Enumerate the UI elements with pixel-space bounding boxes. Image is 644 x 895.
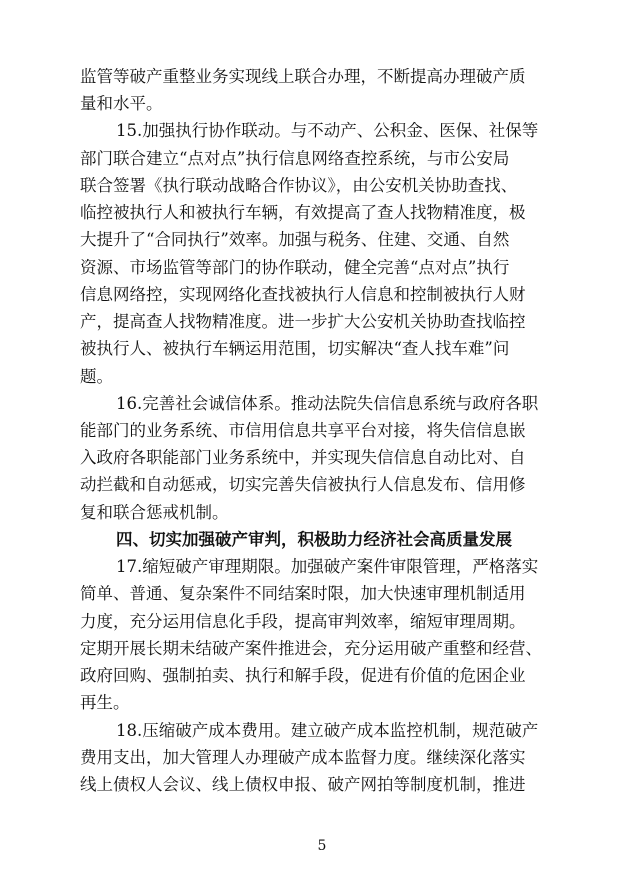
paragraph-heading-16: 16.完善社会诚信体系。推动法院失信信息系统与政府各职 — [116, 393, 539, 413]
page-number: 5 — [317, 838, 327, 854]
text-line: 部门联合建立“点对点”执行信息网络查控系统，与市公安局 — [80, 148, 510, 168]
text-line: 力度，充分运用信息化手段，提高审判效率，缩短审理周期。 — [80, 611, 526, 631]
paragraph-heading-18: 18.压缩破产成本费用。建立破产成本监控机制，规范破产 — [116, 720, 539, 740]
text-line: 产，提高查人找物精准度。进一步扩大公安机关协助查找临控 — [80, 312, 526, 332]
text-line: 再生。 — [80, 693, 130, 713]
text-line: 量和水平。 — [80, 94, 163, 114]
text-line: 联合签署《执行联动战略合作协议》，由公安机关协助查找、 — [80, 175, 518, 195]
text-line: 监管等破产重整业务实现线上联合办理，不断提高办理破产质 — [80, 67, 526, 86]
text-line: 临控被执行人和被执行车辆，有效提高了查人找物精准度，极 — [80, 203, 526, 223]
text-line: 简单、普通、复杂案件不同结案时限，加大快速审理机制适用 — [80, 584, 526, 604]
text-line: 线上债权人会议、线上债权申报、破产网拍等制度机制，推进 — [80, 775, 526, 794]
section-heading: 四、切实加强破产审判，积极助力经济社会高质量发展 — [116, 529, 512, 549]
text-line: 被执行人、被执行车辆运用范围，切实解决“查人找车难”问 — [80, 339, 510, 359]
text-line: 入政府各职能部门业务系统中，并实现失信信息自动比对、自 — [80, 448, 526, 468]
text-line: 资源、市场监管等部门的协作联动，健全完善“点对点”执行 — [80, 257, 510, 277]
text-line: 动拦截和自动惩戒，切实完善失信被执行人信息发布、信用修 — [80, 475, 526, 495]
text-line: 能部门的业务系统、市信用信息共享平台对接，将失信信息嵌 — [80, 421, 526, 440]
text-line: 大提升了“合同执行”效率。加强与税务、住建、交通、自然 — [80, 230, 510, 250]
paragraph-heading-17: 17.缩短破产审理期限。加强破产案件审限管理，严格落实 — [116, 557, 539, 577]
text-line: 复和联合惩戒机制。 — [80, 502, 229, 522]
text-line: 信息网络控，实现网络化查找被执行人信息和控制被执行人财 — [80, 284, 526, 304]
text-line: 政府回购、强制拍卖、执行和解手段，促进有价值的危困企业 — [80, 666, 526, 686]
text-line: 定期开展长期未结破产案件推进会，充分运用破产重整和经营、 — [80, 638, 542, 658]
text-line: 题。 — [80, 366, 113, 386]
paragraph-heading-15: 15.加强执行协作联动。与不动产、公积金、医保、社保等 — [116, 121, 539, 141]
text-line: 费用支出，加大管理人办理破产成本监督力度。继续深化落实 — [80, 747, 526, 767]
